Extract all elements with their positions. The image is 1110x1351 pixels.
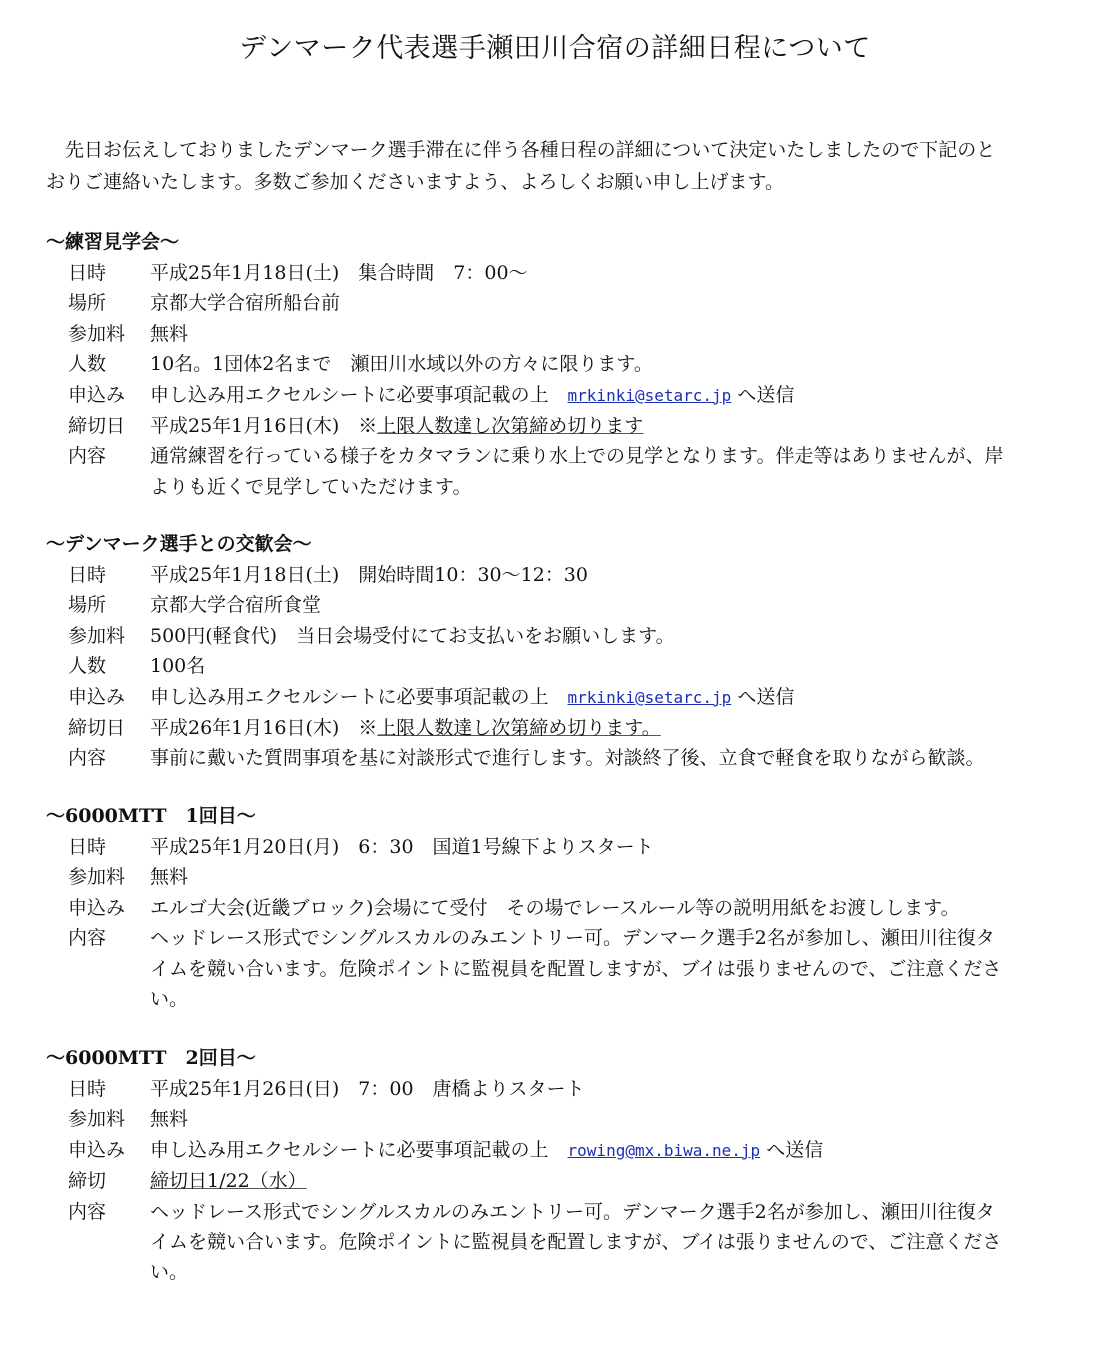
- apply-suffix: へ送信: [731, 685, 795, 708]
- row-value-container: [150, 713, 1066, 743]
- row-value: 平成25年1月18日(土) 集合時間 7：00～: [150, 262, 528, 284]
- row-label: 場所: [68, 594, 107, 617]
- row-fee: [46, 621, 1066, 651]
- row-value-container: [150, 743, 1066, 773]
- apply-suffix: へ送信: [760, 1138, 824, 1161]
- row-value: 無料: [150, 1108, 189, 1131]
- deadline-date: 平成26年1月16日(木) ※: [150, 717, 378, 740]
- row-deadline: [46, 411, 1066, 441]
- row-value: 無料: [150, 866, 189, 889]
- content-line: い。: [150, 1261, 189, 1284]
- row-datetime: [46, 1074, 1066, 1104]
- row-datetime: [46, 258, 1066, 288]
- row-label: 場所: [68, 292, 107, 315]
- row-value: 100名: [150, 655, 206, 678]
- row-deadline: [46, 1166, 1066, 1196]
- row-label: 日時: [68, 262, 107, 284]
- apply-suffix: へ送信: [731, 383, 795, 406]
- section-heading: ～練習見学会～: [46, 231, 180, 253]
- row-value: 平成25年1月20日(月) 6：30 国道1号線下よりスタート: [150, 836, 654, 858]
- intro-line-1: 先日お伝えしておりましたデンマーク選手滞在に伴う各種日程の詳細について決定いたしましたので下記のと: [65, 139, 996, 161]
- row-label: 内容: [68, 1200, 107, 1223]
- section-practice-tour: [46, 226, 1066, 502]
- row-label: 人数: [68, 353, 107, 376]
- email-link[interactable]: rowing@mx.biwa.ne.jp: [567, 1140, 761, 1160]
- row-content: [46, 923, 1066, 1014]
- row-apply: [46, 682, 1066, 713]
- row-label: 参加料: [68, 322, 126, 345]
- deadline-date: 平成25年1月16日(木) ※: [150, 415, 378, 438]
- row-label: 申込み: [68, 685, 126, 708]
- row-value-container: [150, 923, 1066, 1014]
- row-apply: [46, 1135, 1066, 1166]
- row-value: 平成25年1月26日(日) 7：00 唐橋よりスタート: [150, 1078, 585, 1100]
- content-line: 通常練習を行っている様子をカタマランに乗り水上での見学となります。伴走等はありませんが、岸: [150, 445, 1004, 468]
- row-label: 締切: [68, 1170, 107, 1193]
- row-value: 10名。1団体2名まで 瀬田川水域以外の方々に限ります。: [150, 353, 653, 376]
- row-datetime: [46, 832, 1066, 862]
- row-label: 申込み: [68, 1138, 126, 1161]
- section-6000mtt-round-2: [46, 1042, 1066, 1288]
- content-line: ヘッドレース形式でシングルスカルのみエントリー可。デンマーク選手2名が参加し、瀬田川往復タ: [150, 1200, 995, 1223]
- content-line: い。: [150, 988, 189, 1011]
- content-line: ヘッドレース形式でシングルスカルのみエントリー可。デンマーク選手2名が参加し、瀬田川往復タ: [150, 927, 995, 950]
- section-heading: ～6000MTT 1回目～: [46, 805, 256, 827]
- row-capacity: [46, 349, 1066, 379]
- deadline-note: 上限人数達し次第締め切ります: [377, 415, 644, 438]
- row-content: [46, 743, 1066, 773]
- row-label: 申込み: [68, 383, 126, 406]
- row-label: 日時: [68, 836, 107, 858]
- row-apply: [46, 893, 1066, 923]
- row-value: 無料: [150, 322, 189, 345]
- row-label: 人数: [68, 655, 107, 678]
- row-datetime: [46, 560, 1066, 590]
- row-value: エルゴ大会(近畿ブロック)会場にて受付 その場でレースルール等の説明用紙をお渡しします。: [150, 896, 960, 919]
- content-line: イムを競い合います。危険ポイントに監視員を配置しますが、ブイは張りませんので、ご注意くださ: [150, 957, 1002, 980]
- content-line: よりも近くで見学していただけます。: [150, 475, 472, 498]
- section-exchange-meeting: [46, 528, 1066, 774]
- row-fee: [46, 862, 1066, 892]
- section-heading: ～6000MTT 2回目～: [46, 1047, 256, 1069]
- row-value-container: [150, 380, 1066, 411]
- content-line: イムを競い合います。危険ポイントに監視員を配置しますが、ブイは張りませんので、ご注意くださ: [150, 1231, 1002, 1254]
- row-value: 500円(軽食代) 当日会場受付にてお支払いをお願いします。: [150, 624, 675, 647]
- row-content: [46, 1197, 1066, 1288]
- row-label: 締切日: [68, 717, 126, 740]
- row-label: 日時: [68, 564, 107, 586]
- intro-line-2: おりご連絡いたします。多数ご参加くださいますよう、よろしくお願い申し上げます。: [46, 171, 784, 193]
- row-value-container: [150, 441, 1066, 502]
- row-value-container: [150, 682, 1066, 713]
- row-place: [46, 590, 1066, 620]
- deadline-note: 上限人数達し次第締め切ります。: [377, 717, 661, 740]
- apply-text: 申し込み用エクセルシートに必要事項記載の上: [150, 1138, 568, 1161]
- content-line: 事前に戴いた質問事項を基に対談形式で進行します。対談終了後、立食で軽食を取りながら歓談。: [150, 747, 985, 770]
- row-label: 日時: [68, 1078, 107, 1100]
- row-fee: [46, 1104, 1066, 1134]
- deadline-note: 締切日1/22（水）: [150, 1170, 307, 1193]
- row-value-container: [150, 1166, 1066, 1196]
- document-title: デンマーク代表選手瀬田川合宿の詳細日程について: [239, 33, 871, 64]
- apply-text: 申し込み用エクセルシートに必要事項記載の上: [150, 685, 568, 708]
- section-heading: ～デンマーク選手との交歓会～: [46, 533, 312, 555]
- row-capacity: [46, 651, 1066, 681]
- row-value: 平成25年1月18日(土) 開始時間10：30～12：30: [150, 564, 588, 586]
- row-value-container: [150, 1135, 1066, 1166]
- row-value: 京都大学合宿所食堂: [150, 594, 322, 617]
- row-deadline: [46, 713, 1066, 743]
- row-place: [46, 288, 1066, 318]
- intro-paragraph: [46, 134, 1066, 198]
- apply-text: 申し込み用エクセルシートに必要事項記載の上: [150, 383, 568, 406]
- row-label: 締切日: [68, 415, 126, 438]
- row-value-container: [150, 411, 1066, 441]
- row-label: 参加料: [68, 866, 126, 889]
- row-label: 申込み: [68, 896, 126, 919]
- row-apply: [46, 380, 1066, 411]
- row-value: 京都大学合宿所船台前: [150, 292, 341, 315]
- row-label: 内容: [68, 445, 107, 468]
- row-content: [46, 441, 1066, 502]
- email-link[interactable]: mrkinki@setarc.jp: [567, 385, 732, 405]
- row-label: 参加料: [68, 624, 126, 647]
- row-fee: [46, 319, 1066, 349]
- row-label: 内容: [68, 747, 107, 770]
- row-label: 参加料: [68, 1108, 126, 1131]
- email-link[interactable]: mrkinki@setarc.jp: [567, 687, 732, 707]
- section-6000mtt-round-1: [46, 800, 1066, 1014]
- row-value-container: [150, 1197, 1066, 1288]
- row-label: 内容: [68, 927, 107, 950]
